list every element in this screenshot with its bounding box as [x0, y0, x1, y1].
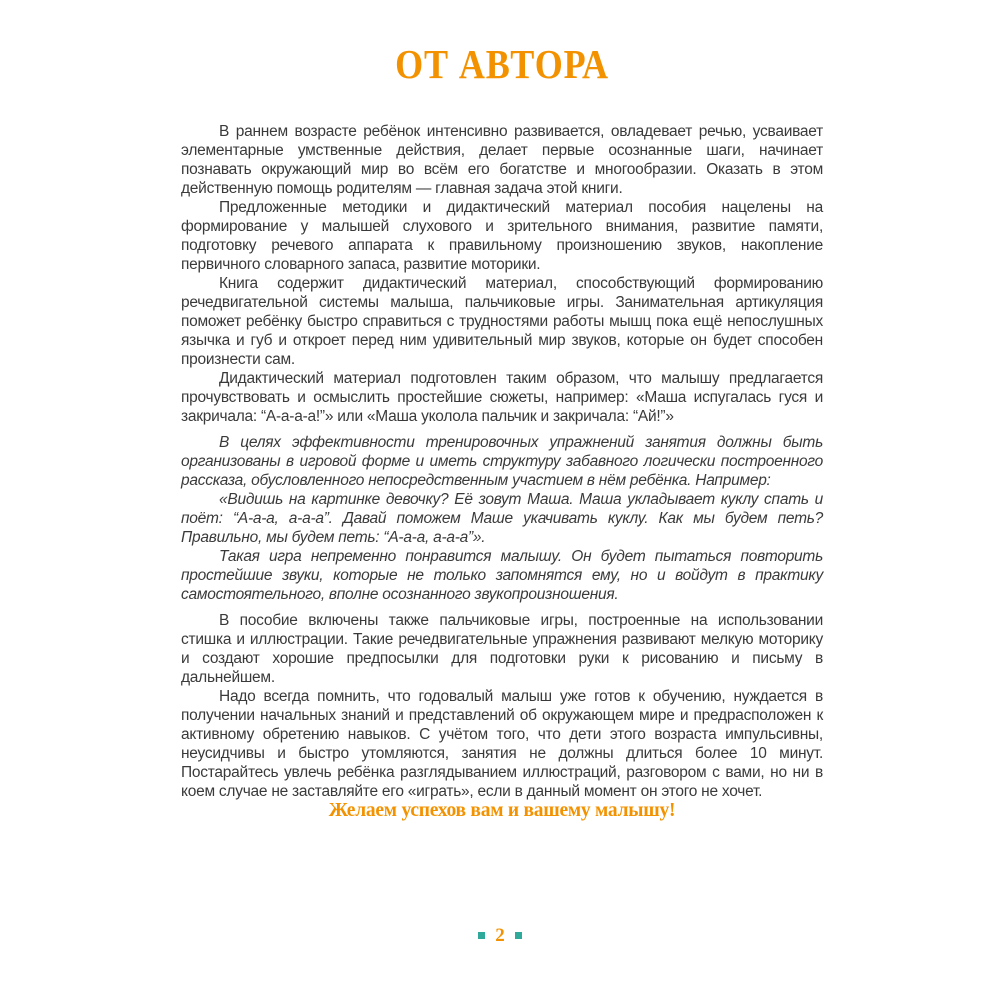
paragraph-1: В раннем возрасте ребёнок интенсивно развивается, овладевает речью, усваивает элементарные умственные действия, делает первые осознанные шаги, начинает познавать окружающий мир во всём его богатстве и многообразии. Оказать в этом действенную помощь родителям — главная задача этой книги. — [181, 123, 823, 197]
paragraph-5: В целях эффективности тренировочных упражнений занятия должны быть организованы в игровой форме и иметь структуру забавного логически построенного рассказа, обусловленного непосредственным участием в нём ребёнка. Например: — [181, 434, 823, 489]
paragraph-9: Надо всегда помнить, что годовалый малыш уже готов к обучению, нуждается в получении начальных знаний и представлений об окружающем мире и предрасположен к активному обретению навыков. С учётом того, что дети этого возраста импульсивны, неусидчивы и быстро утомляются, занятия не должны длиться более 10 минут. Постарайтесь увлечь ребёнка разглядыванием иллюстраций, разговором с вами, но ни в коем случае не заставляйте его «играть», если в данный момент он этого не хочет. — [181, 688, 823, 800]
page-marker-square-icon — [515, 932, 522, 939]
paragraph-2: Предложенные методики и дидактический материал пособия нацелены на формирование у малышей слухового и зрительного внимания, развитие памяти, подготовку речевого аппарата к правильному произношению звуков, накопление первичного словарного запаса, развитие моторики. — [181, 199, 823, 273]
closing-wish: Желаем успехов вам и вашему малышу! — [328, 800, 676, 821]
paragraph-6: «Видишь на картинке девочку? Её зовут Маша. Маша укладывает куклу спать и поёт: “А-а-а, а-а-а”. Давай поможем Маше укачивать куклу. Как мы будем петь? Правильно, мы будем петь: “А-а-а, а-а-а”». — [181, 491, 823, 546]
paragraph-7: Такая игра непременно понравится малышу. Он будет пытаться повторить простейшие звуки, которые не только запомнятся ему, но и войдут в практику самостоятельного, вполне осознанного звукопроизношения. — [181, 548, 823, 603]
page-marker-square-icon — [478, 932, 485, 939]
paragraph-3: Книга содержит дидактический материал, способствующий формированию речедвигательной системы малыша, пальчиковые игры. Занимательная артикуляция поможет ребёнку быстро справиться с трудностями работы мышц пока ещё непослушных язычка и губ и откроет перед ним удивительный мир звуков, которые он будет способен произнести сам. — [181, 275, 823, 368]
author-foreword-text — [181, 122, 823, 820]
paragraph-4: Дидактический материал подготовлен таким образом, что малышу предлагается прочувствовать и осмыслить простейшие сюжеты, например: «Маша испугалась гуся и закричала: “А-а-а-а!”» или «Маша уколола пальчик и закричала: “Ай!”» — [181, 370, 823, 425]
paragraph-8: В пособие включены также пальчиковые игры, построенные на использовании стишка и иллюстрации. Такие речедвигательные упражнения развивают мелкую моторику и создают хорошие предпосылки для подготовки руки к рисованию и письму в дальнейшем. — [181, 612, 823, 686]
page-title: ОТ АВТОРА — [395, 41, 609, 87]
page-content — [181, 40, 823, 820]
page-number: 2 — [495, 925, 505, 946]
page-footer — [0, 926, 1000, 945]
